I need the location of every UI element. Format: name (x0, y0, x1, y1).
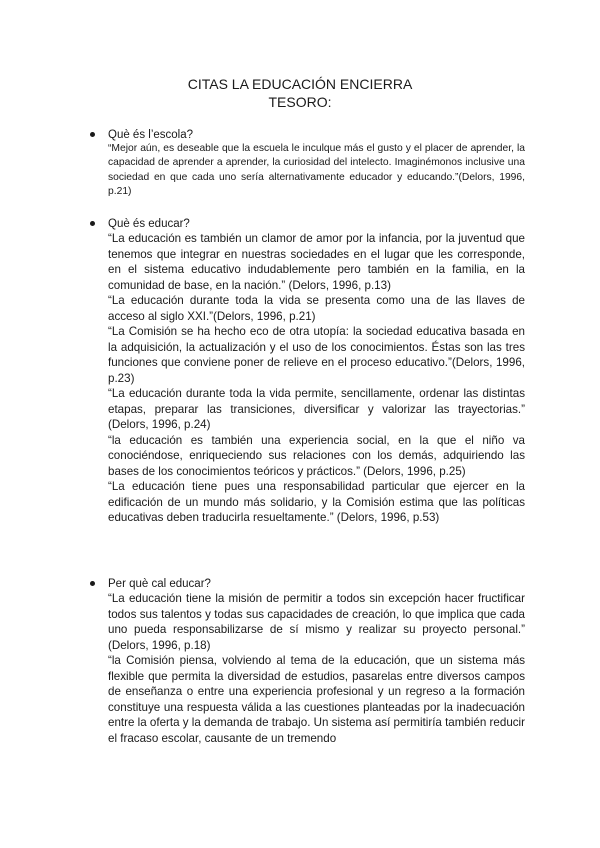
quote-paragraph: “La Comisión se ha hecho eco de otra utopía: la sociedad educativa basada en la adquisición, la actualización y el uso de los conocimientos. Éstas son las tres funciones que conviene poner de relieve en el proceso educativo.”(Delors, 1996, p.23) (108, 325, 525, 385)
quote-paragraph: “La educación durante toda la vida se presenta como una de las llaves de acceso al siglo XXI.”(Delors, 1996, p.21) (108, 294, 525, 323)
quote-paragraph: “Mejor aún, es deseable que la escuela le inculque más el gusto y el placer de aprender, la capacidad de aprender a aprender, la curiosidad del intelecto. Imaginémonos inclusive una sociedad en que cada uno sería alternativamente educador y educando.”(Delors, 1996, p.21) (108, 143, 525, 197)
bullet-icon (90, 132, 95, 137)
quote-paragraph: “La educación tiene pues una responsabilidad particular que ejercer en la edificación de un mundo más solidario, y la Comisión estima que las políticas educativas deben traducirla resueltamente.” (Delors, 1996, p.53) (108, 480, 525, 524)
section-que-es-escola (90, 128, 525, 199)
bullet-icon (90, 221, 95, 226)
section-heading (90, 128, 525, 142)
heading-text: Per què cal educar? (108, 578, 211, 590)
section-que-es-educar (90, 217, 525, 526)
heading-text: Què és educar? (108, 218, 190, 230)
title-line-1: CITAS LA EDUCACIÓN ENCIERRA (187, 76, 413, 92)
document-title (0, 75, 600, 111)
bullet-icon (90, 581, 95, 586)
quote-paragraph: “La educación tiene la misión de permitir a todos sin excepción hacer fructificar todos sus talentos y todas sus capacidades de creación, lo que implica que cada uno pueda responsabilizarse de sí mismo y realizar su proyecto personal.” (Delors, 1996, p.18) (108, 592, 525, 652)
quote-paragraph: “la Comisión piensa, volviendo al tema de la educación, que un sistema más flexible que permita la diversidad de estudios, pasarelas entre diversos campos de enseñanza o entre una experiencia profesional y un regreso a la formación constituye una respuesta válida a las cuestiones planteadas por la inadecuación entre la oferta y la demanda de trabajo. Un sistema así permitiría también reducir el fracaso escolar, causante de un tremendo (108, 654, 525, 745)
section-heading (90, 217, 525, 231)
title-line-2: TESORO: (268, 94, 332, 110)
section-per-que-cal-educar (90, 577, 525, 746)
quote-paragraph: “La educación es también un clamor de amor por la infancia, por la juventud que tenemos que integrar en nuestras sociedades en el lugar que les corresponde, en el sistema educativo indudablemente pero también en la familia, en la comunidad de base, en la nación.” (Delors, 1996, p.13) (108, 232, 525, 292)
section-heading (90, 577, 525, 591)
quote-paragraph: “la educación es también una experiencia social, en la que el niño va conociéndose, enriqueciendo sus relaciones con los demás, adquiriendo las bases de los conocimientos teóricos y prácticos.” (Delors, 1996, p.25) (108, 433, 525, 478)
heading-text: Què és l’escola? (108, 129, 194, 141)
quote-paragraph: “La educación durante toda la vida permite, sencillamente, ordenar las distintas etapas, preparar las transiciones, diversificar y valorizar las trayectorias.” (Delors, 1996, p.24) (108, 387, 525, 431)
